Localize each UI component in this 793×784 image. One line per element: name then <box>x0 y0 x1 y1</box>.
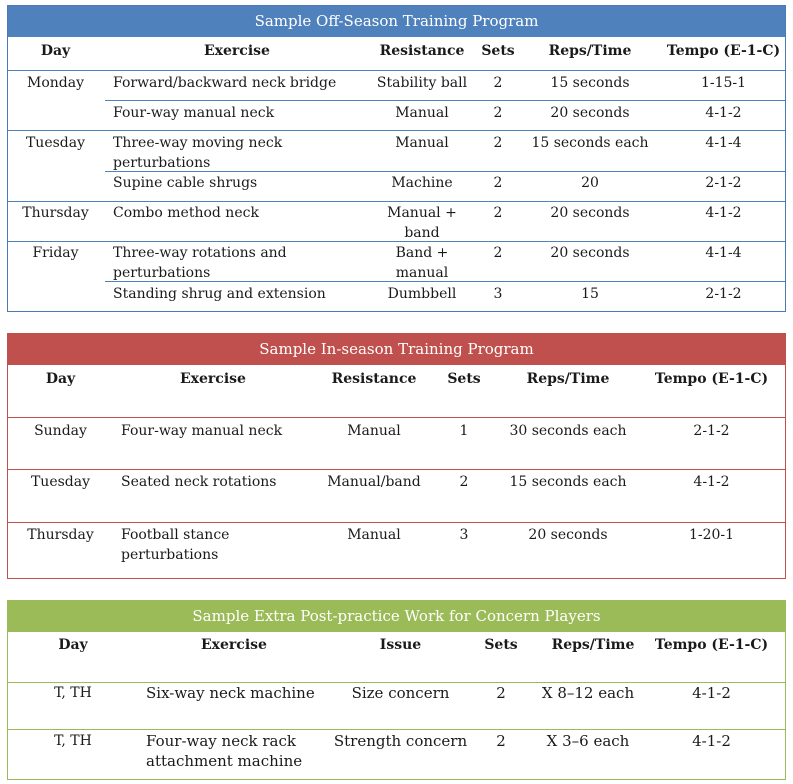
cell-exercise: Four-way manual neck <box>121 423 283 439</box>
cell-exercise-line2: attachment machine <box>146 752 303 770</box>
cell-tempo: 4-1-4 <box>705 245 742 261</box>
divider <box>105 100 785 101</box>
cell-day: T, TH <box>54 685 92 701</box>
cell-tempo: 2-1-2 <box>705 286 742 302</box>
header-exercise: Exercise <box>201 637 267 653</box>
cell-tempo: 2-1-2 <box>693 423 730 439</box>
cell-exercise: Standing shrug and extension <box>113 286 326 302</box>
cell-day: Thursday <box>27 527 94 543</box>
cell-tempo: 1-20-1 <box>688 527 735 543</box>
extra-work-table <box>7 600 786 780</box>
cell-reps: 20 seconds <box>550 105 630 121</box>
cell-exercise-line2: perturbations <box>113 155 211 171</box>
inseason-table <box>7 333 786 579</box>
header-sets: Sets <box>447 371 481 387</box>
cell-sets: 3 <box>459 527 469 543</box>
cell-tempo: 4-1-2 <box>705 105 742 121</box>
cell-resistance-line2: band <box>404 225 440 241</box>
cell-resistance-line1: Band + <box>395 245 449 261</box>
cell-reps: 15 seconds <box>550 75 630 91</box>
cell-resistance: Manual/band <box>327 474 421 490</box>
cell-day: Tuesday <box>25 135 86 151</box>
cell-day: Thursday <box>22 205 89 221</box>
cell-day: Sunday <box>34 423 87 439</box>
cell-exercise-line2: perturbations <box>121 547 219 563</box>
cell-day: Friday <box>32 245 79 261</box>
cell-resistance: Manual <box>395 135 449 151</box>
cell-resistance: Manual <box>347 527 401 543</box>
cell-tempo: 4-1-2 <box>692 684 731 702</box>
header-resistance: Resistance <box>379 43 465 59</box>
divider <box>8 201 785 202</box>
cell-resistance-line1: Manual + <box>387 205 457 221</box>
cell-tempo: 4-1-2 <box>692 732 731 750</box>
divider <box>8 130 785 131</box>
cell-resistance <box>368 243 476 283</box>
header-sets: Sets <box>484 637 518 653</box>
cell-resistance <box>368 203 476 243</box>
cell-sets: 2 <box>496 684 506 702</box>
cell-reps: X 8–12 each <box>541 684 635 702</box>
cell-issue: Size concern <box>351 684 450 702</box>
cell-resistance: Machine <box>391 175 453 191</box>
cell-resistance: Manual <box>347 423 401 439</box>
cell-exercise <box>113 133 383 173</box>
cell-resistance: Dumbbell <box>387 286 457 302</box>
divider <box>105 281 785 282</box>
cell-sets: 2 <box>459 474 469 490</box>
header-exercise: Exercise <box>204 43 270 59</box>
divider <box>8 469 785 470</box>
extra-work-title: Sample Extra Post-practice Work for Concern Players <box>8 601 785 632</box>
cell-exercise: Supine cable shrugs <box>113 175 258 191</box>
header-resistance: Resistance <box>331 371 417 387</box>
cell-issue: Strength concern <box>333 732 468 750</box>
divider <box>105 171 785 172</box>
cell-reps: 30 seconds each <box>509 423 627 439</box>
cell-tempo: 4-1-2 <box>693 474 730 490</box>
divider <box>8 417 785 418</box>
cell-exercise-line1: Three-way moving neck <box>113 135 283 151</box>
cell-reps: 20 seconds <box>528 527 608 543</box>
divider <box>8 522 785 523</box>
cell-sets: 1 <box>459 423 469 439</box>
header-reps: Reps/Time <box>548 43 632 59</box>
header-day: Day <box>58 637 88 653</box>
cell-reps: 20 seconds <box>550 245 630 261</box>
cell-reps: 15 seconds each <box>509 474 627 490</box>
divider <box>8 241 785 242</box>
header-tempo: Tempo (E-1-C) <box>654 371 769 387</box>
cell-exercise: Four-way manual neck <box>113 105 275 121</box>
cell-exercise: Six-way neck machine <box>146 684 315 702</box>
divider <box>8 70 785 71</box>
cell-reps: X 3–6 each <box>546 732 630 750</box>
cell-tempo: 2-1-2 <box>705 175 742 191</box>
cell-resistance-line2: manual <box>395 265 449 281</box>
cell-sets: 2 <box>493 105 503 121</box>
cell-exercise <box>113 243 383 283</box>
cell-exercise <box>146 731 346 771</box>
header-day: Day <box>45 371 76 387</box>
cell-resistance: Manual <box>395 105 449 121</box>
header-sets: Sets <box>481 43 515 59</box>
cell-tempo: 4-1-2 <box>705 205 742 221</box>
cell-sets: 2 <box>493 75 503 91</box>
offseason-table <box>7 5 786 312</box>
header-exercise: Exercise <box>180 371 246 387</box>
cell-reps: 20 seconds <box>550 205 630 221</box>
cell-exercise-line1: Three-way rotations and <box>113 245 287 261</box>
cell-exercise-line1: Four-way neck rack <box>146 732 296 750</box>
header-tempo: Tempo (E-1-C) <box>666 43 781 59</box>
cell-sets: 2 <box>496 732 506 750</box>
cell-resistance: Stability ball <box>376 75 468 91</box>
cell-reps: 20 <box>581 175 599 191</box>
cell-exercise <box>121 525 331 565</box>
cell-day: Monday <box>27 75 84 91</box>
cell-exercise-line2: perturbations <box>113 265 211 281</box>
cell-exercise: Seated neck rotations <box>121 474 277 490</box>
header-day: Day <box>40 43 71 59</box>
cell-day: Tuesday <box>30 474 91 490</box>
cell-sets: 2 <box>493 205 503 221</box>
cell-sets: 2 <box>493 135 503 151</box>
cell-exercise: Forward/backward neck bridge <box>113 75 337 91</box>
header-issue: Issue <box>379 637 422 653</box>
header-reps: Reps/Time <box>551 637 635 653</box>
cell-reps: 15 seconds each <box>531 135 649 151</box>
cell-exercise: Combo method neck <box>113 205 259 221</box>
cell-day: T, TH <box>54 733 92 749</box>
header-reps: Reps/Time <box>526 371 610 387</box>
cell-exercise-line1: Football stance <box>121 527 230 543</box>
cell-reps: 15 <box>581 286 599 302</box>
offseason-title: Sample Off-Season Training Program <box>8 6 785 37</box>
inseason-title: Sample In-season Training Program <box>8 334 785 365</box>
cell-sets: 2 <box>493 245 503 261</box>
divider <box>8 729 785 730</box>
header-tempo: Tempo (E-1-C) <box>654 637 769 653</box>
cell-tempo: 4-1-4 <box>705 135 742 151</box>
cell-tempo: 1-15-1 <box>700 75 747 91</box>
cell-sets: 2 <box>493 175 503 191</box>
cell-sets: 3 <box>493 286 503 302</box>
